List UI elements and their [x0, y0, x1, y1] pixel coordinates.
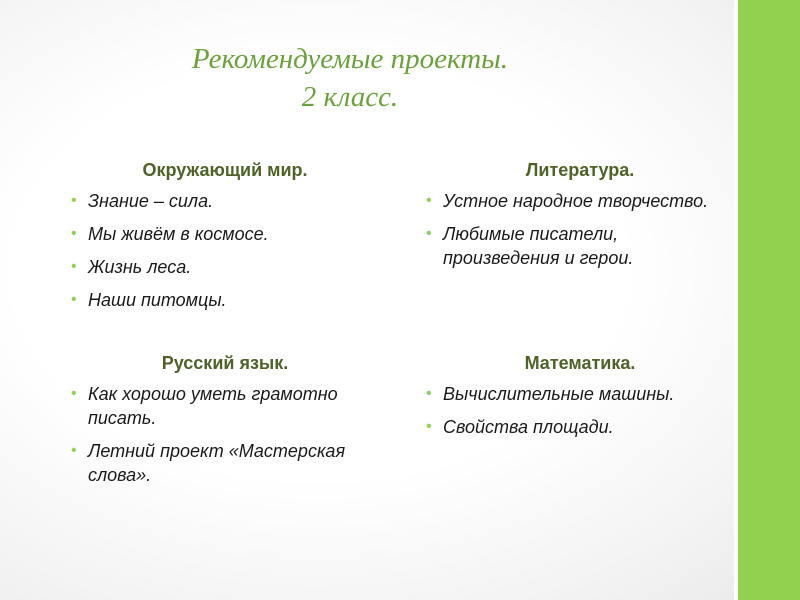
section-russian: [70, 353, 380, 496]
section-list: [70, 189, 410, 312]
bullet-icon: •: [426, 385, 432, 402]
list-item: • Летний проект «Мастерская слова».: [71, 441, 346, 485]
bullet-icon: •: [71, 291, 77, 308]
slide-title: [150, 40, 550, 116]
section-nature: [70, 160, 410, 321]
section-list: [425, 382, 745, 439]
list-item: • Мы живём в космосе.: [71, 224, 269, 244]
list-item: • Любимые писатели, произведения и герои.: [426, 224, 634, 268]
bullet-icon: •: [426, 225, 432, 242]
list-item: • Знание – сила.: [71, 191, 214, 211]
list-item: • Вычислительные машины.: [426, 384, 675, 404]
list-item: • Наши питомцы.: [71, 290, 227, 310]
section-heading: Литература.: [525, 160, 635, 180]
section-math: [425, 353, 745, 448]
accent-bar: [738, 0, 800, 600]
bullet-icon: •: [71, 258, 77, 275]
list-item: • Устное народное творчество.: [426, 191, 709, 211]
bullet-icon: •: [71, 192, 77, 209]
section-heading: Математика.: [524, 353, 636, 373]
list-item: • Жизнь леса.: [71, 257, 192, 277]
section-literature: [425, 160, 735, 279]
list-item: • Как хорошо уметь грамотно писать.: [71, 384, 338, 428]
list-item: • Свойства площади.: [426, 417, 614, 437]
section-heading: Окружающий мир.: [142, 160, 308, 180]
bullet-icon: •: [71, 442, 77, 459]
bullet-icon: •: [426, 192, 432, 209]
bullet-icon: •: [71, 225, 77, 242]
section-list: [70, 382, 380, 487]
title-line-1: Рекомендуемые проекты.: [191, 43, 509, 75]
bullet-icon: •: [426, 418, 432, 435]
section-heading: Русский язык.: [161, 353, 289, 373]
bullet-icon: •: [71, 385, 77, 402]
section-list: [425, 189, 735, 270]
title-line-2: 2 класс.: [301, 81, 399, 113]
